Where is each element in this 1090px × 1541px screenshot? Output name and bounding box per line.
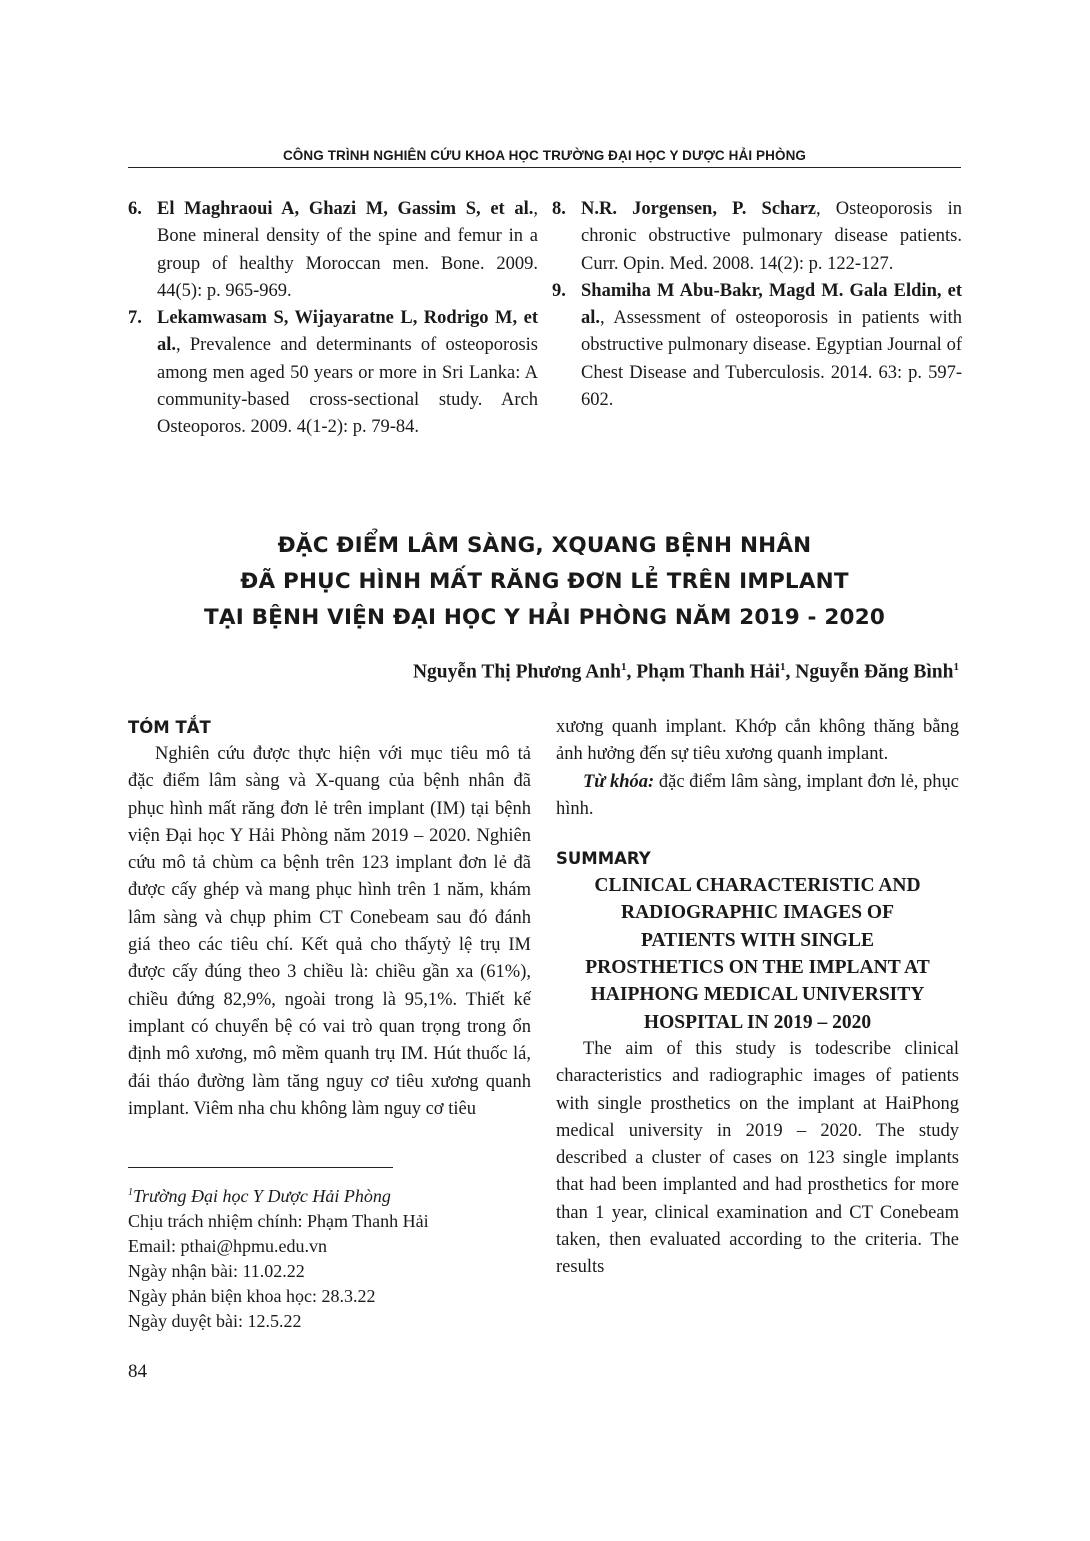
author-affiliation-mark: 1: [621, 661, 627, 673]
article-title: [128, 528, 961, 636]
footnote-affiliation: [128, 1180, 429, 1209]
reference-number: 7.: [128, 308, 142, 329]
footnote-rule: [128, 1167, 393, 1168]
summary-paragraph: The aim of this study is todescribe clinical characteristics and radiographic images of patients with single prosthetics on the implant at HaiPhong medical university in 2019 – 2020. The study described a cluster of cases on 123 single implants that had been implanted and had prosthetics for more than 1 year, clinical examination and CT Conebeam taken, then evaluated according to the criteria. The results: [556, 1038, 959, 1278]
reference-item: [552, 278, 962, 414]
reference-number: 6.: [128, 199, 142, 219]
author-name: Phạm Thanh Hải: [636, 661, 781, 683]
reference-text: , Assessment of osteoporosis in patients with obstructive pulmonary disease. Egyptian Journal of Chest Disease and Tuberculosis. 2014. 63: p. 597-602.: [581, 308, 962, 411]
reference-number: 8.: [552, 199, 566, 219]
author-name: Nguyễn Đăng Bình: [795, 661, 954, 683]
english-title: [556, 872, 959, 1036]
abstract-right-column: [556, 714, 959, 1282]
reference-text: , Prevalence and determinants of osteoporosis among men aged 50 years or more in Sri Lanka: A community-based cross-sectional study. Arch Osteoporos. 2009. 4(1-2): p. 79-84.: [157, 335, 538, 438]
reference-authors: N.R. Jorgensen, P. Scharz: [581, 199, 816, 219]
footnote-email: Email: pthai@hpmu.edu.vn: [128, 1236, 328, 1256]
abstract-heading: TÓM TẮT: [128, 718, 211, 737]
reference-item: [552, 196, 962, 278]
english-title-line: HOSPITAL IN 2019 – 2020: [643, 1011, 872, 1033]
english-title-line: PROSTHETICS ON THE IMPLANT AT: [585, 957, 930, 979]
running-header: CÔNG TRÌNH NGHIÊN CỨU KHOA HỌC TRƯỜNG ĐẠI HỌC Y DƯỢC HẢI PHÒNG: [282, 148, 807, 163]
footnote-affiliation-mark: 1: [128, 1187, 133, 1198]
footnote-accepted-date: Ngày duyệt bài: 12.5.22: [128, 1311, 302, 1331]
article-title-line: ĐÃ PHỤC HÌNH MẤT RĂNG ĐƠN LẺ TRÊN IMPLANT: [240, 569, 849, 594]
reference-authors: Shamiha M Abu-Bakr, Magd M. Gala Eldin, et al.: [581, 280, 962, 329]
reference-text: , Bone mineral density of the spine and femur in a group of healthy Moroccan men. Bone. 2009. 44(5): p. 965-969.: [157, 199, 538, 301]
footnote-received-date: Ngày nhận bài: 11.02.22: [128, 1261, 305, 1281]
english-title-line: CLINICAL CHARACTERISTIC AND: [594, 875, 921, 897]
article-authors: [413, 661, 959, 684]
reference-text: , Osteoporosis in chronic obstructive pulmonary disease patients. Curr. Opin. Med. 2008. 14(2): p. 122-127.: [581, 199, 962, 274]
footnote: [128, 1180, 429, 1334]
author-name: Nguyễn Thị Phương Anh: [412, 661, 621, 683]
article-title-line: TẠI BỆNH VIỆN ĐẠI HỌC Y HẢI PHÒNG NĂM 2019 - 2020: [203, 605, 886, 630]
footnote-review-date: Ngày phản biện khoa học: 28.3.22: [128, 1286, 376, 1306]
reference-number: 9.: [552, 280, 566, 301]
author-affiliation-mark: 1: [780, 661, 786, 673]
summary-heading: SUMMARY: [556, 849, 651, 869]
keywords-label: Từ khóa:: [583, 771, 655, 792]
reference-item: [128, 305, 538, 441]
header-rule: [128, 167, 961, 168]
footnote-affiliation-text: Trường Đại học Y Dược Hải Phòng: [133, 1186, 391, 1206]
author-separator: ,: [626, 661, 637, 683]
english-title-line: RADIOGRAPHIC IMAGES OF: [620, 902, 894, 924]
author-affiliation-mark: 1: [953, 661, 959, 673]
english-title-line: HAIPHONG MEDICAL UNIVERSITY: [590, 984, 925, 1006]
abstract-paragraph: Nghiên cứu được thực hiện với mục tiêu mô tả đặc điểm lâm sàng và X-quang của bệnh nhân đã phục hình mất răng đơn lẻ trên implant (IM) tại bệnh viện Đại học Y Hải Phòng năm 2019 – 2020. Nghiên cứu mô tả chùm ca bệnh trên 123 implant đơn lẻ đã được cấy ghép và mang phục hình trên 1 năm, khám lâm sàng và chụp phim CT Conebeam sau đó đánh giá theo các tiêu chí. Kết quả cho thấytỷ lệ trụ IM được cấy đúng theo 3 chiều là: chiều gần xa (61%), chiều đứng 82,9%, ngoài trong là 95,1%. Thiết kế implant có chuyển bệ có vai trò quan trọng trong ổn định mô xương, mô mềm quanh trụ IM. Hút thuốc lá, đái tháo đường làm tăng nguy cơ tiêu xương quanh implant. Viêm nha chu không làm nguy cơ tiêu: [128, 744, 531, 1119]
author-separator: ,: [785, 661, 796, 683]
article-title-line: ĐẶC ĐIỂM LÂM SÀNG, XQUANG BỆNH NHÂN: [277, 533, 812, 558]
footnote-responsible: Chịu trách nhiệm chính: Phạm Thanh Hải: [128, 1211, 429, 1231]
page-number: 84: [128, 1361, 147, 1382]
reference-authors: Lekamwasam S, Wijayaratne L, Rodrigo M, et al.: [157, 308, 538, 356]
keywords: [556, 769, 959, 824]
references-left-column: [128, 196, 538, 442]
english-title-line: PATIENTS WITH SINGLE: [641, 929, 874, 951]
abstract-left-column: [128, 714, 531, 1123]
keywords-text: đặc điểm lâm sàng, implant đơn lẻ, phục hình.: [556, 771, 959, 819]
reference-authors: El Maghraoui A, Ghazi M, Gassim S, et al.: [157, 199, 534, 219]
references-right-column: [552, 196, 962, 414]
abstract-paragraph-continued: xương quanh implant. Khớp cắn không thăng bằng ảnh hưởng đến sự tiêu xương quanh implant.: [556, 717, 959, 765]
reference-item: [128, 196, 538, 305]
